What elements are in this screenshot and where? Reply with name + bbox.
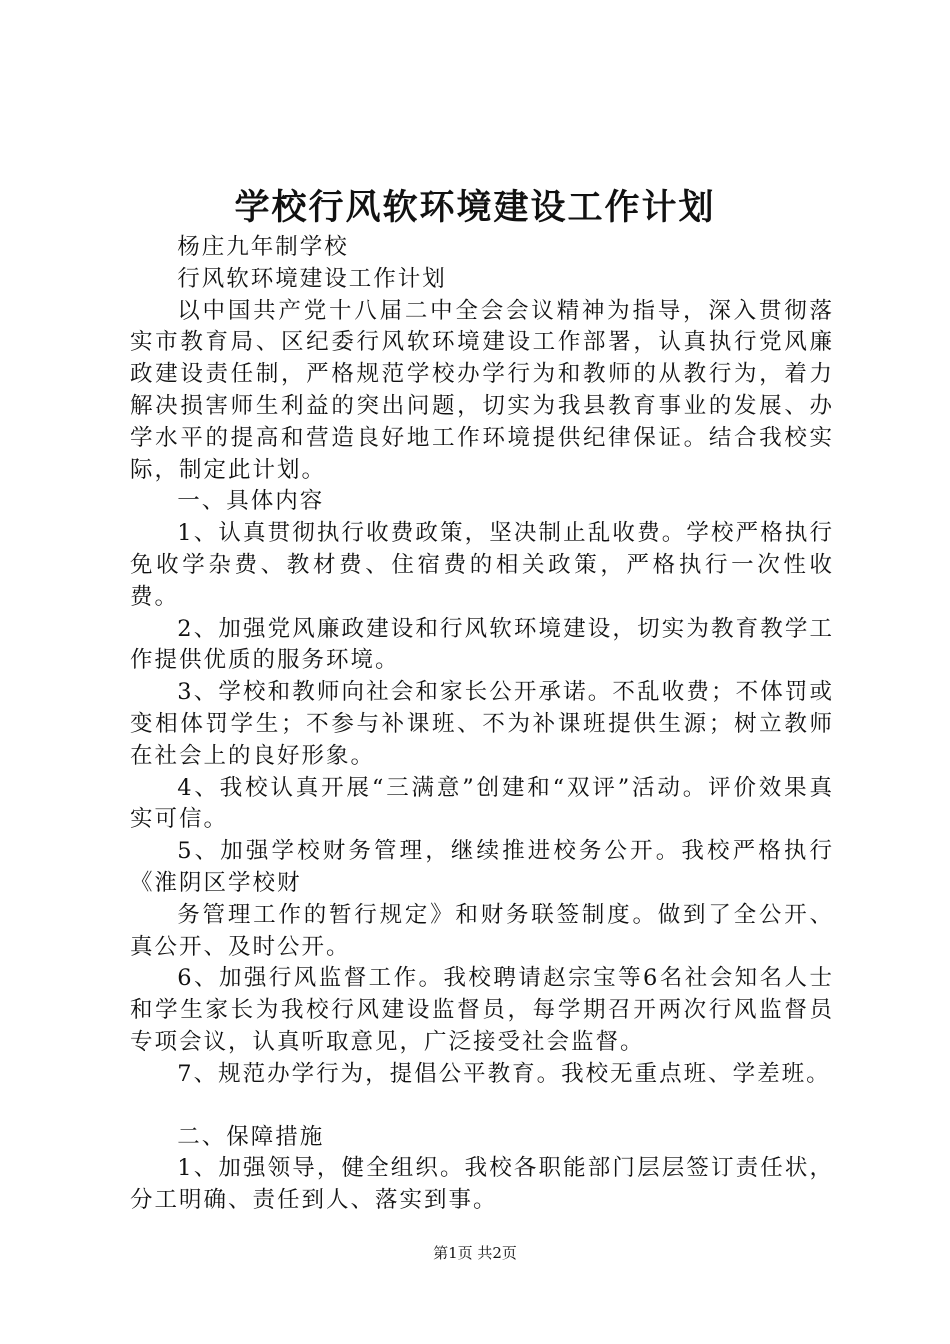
school-name-line: 杨庄九年制学校	[177, 234, 349, 260]
section-heading-content: 一、具体内容	[177, 488, 325, 515]
measure-item-1: 1、加强领导，健全组织。我校各职能部门层层签订责任状，分工明确、责任到人、落实到事。	[130, 1155, 834, 1214]
document-title: 学校行风软环境建设工作计划	[234, 187, 716, 228]
content-item-4: 4、我校认真开展“三满意”创建和“双评”活动。评价效果真实可信。	[130, 774, 834, 833]
page-footer: 第1页 共2页	[433, 1244, 517, 1262]
content-item-7: 7、规范办学行为，提倡公平教育。我校无重点班、学差班。	[177, 1060, 831, 1087]
intro-paragraph: 以中国共产党十八届二中全会会议精神为指导，深入贯彻落实市教育局、区纪委行风软环境建设工作部署，认真执行党风廉政建设责任制，严格规范学校办学行为和教师的从教行为，着力解决损害师生利益的突出问题，切实为我县教育事业的发展、办学水平的提高和营造良好地工作环境提供纪律保证。结合我校实际，制定此计划。	[130, 297, 834, 483]
content-item-5-continued: 务管理工作的暂行规定》和财务联签制度。做到了全公开、真公开、及时公开。	[130, 901, 834, 960]
content-item-2: 2、加强党风廉政建设和行风软环境建设，切实为教育教学工作提供优质的服务环境。	[130, 615, 834, 674]
plan-subtitle-line: 行风软环境建设工作计划	[177, 265, 447, 292]
section-heading-measures: 二、保障措施	[177, 1123, 325, 1150]
content-item-3: 3、学校和教师向社会和家长公开承诺。不乱收费；不体罚或变相体罚学生；不参与补课班、不为补课班提供生源；树立教师在社会上的良好形象。	[130, 679, 834, 769]
document-body	[130, 232, 834, 1217]
content-item-5: 5、加强学校财务管理，继续推进校务公开。我校严格执行《淮阴区学校财	[130, 838, 834, 896]
content-item-6: 6、加强行风监督工作。我校聘请赵宗宝等6名社会知名人士和学生家长为我校行风建设监督员，每学期召开两次行风监督员专项会议，认真听取意见，广泛接受社会监督。	[130, 965, 834, 1055]
content-item-1: 1、认真贯彻执行收费政策，坚决制止乱收费。学校严格执行免收学杂费、教材费、住宿费的相关政策，严格执行一次性收费。	[130, 520, 834, 610]
